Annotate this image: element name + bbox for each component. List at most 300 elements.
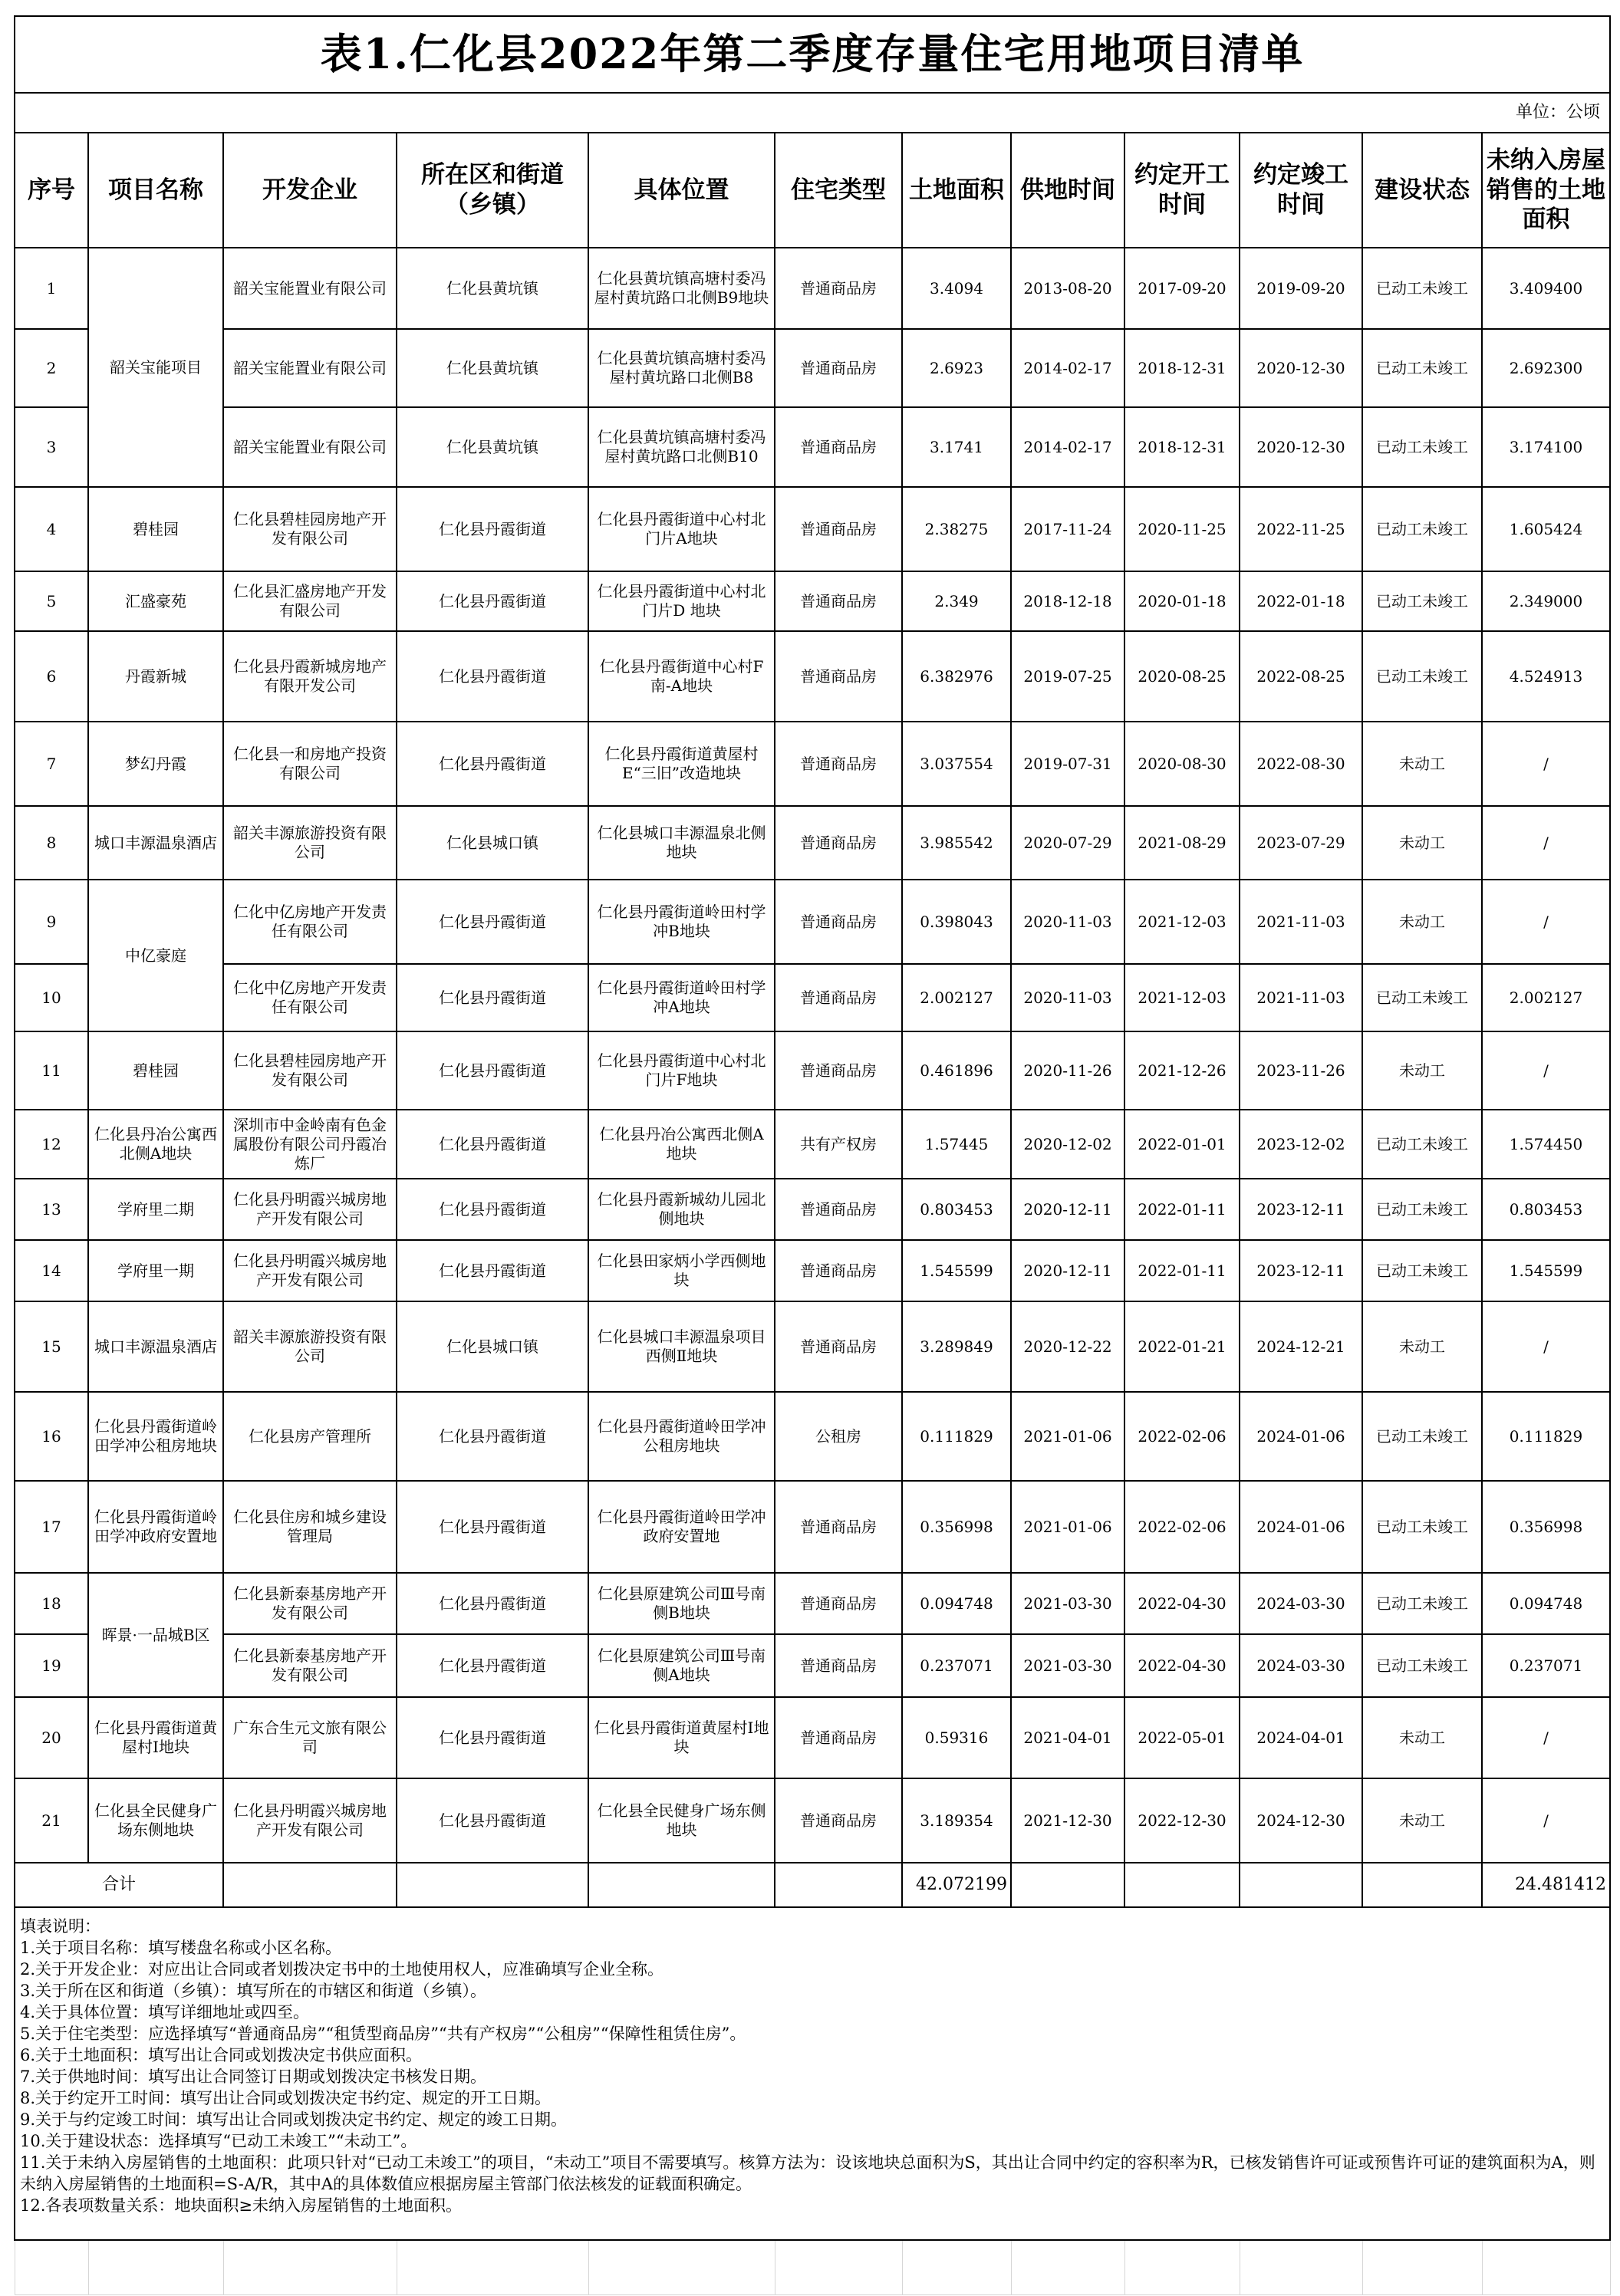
cell-district: 仁化县丹霞街道 <box>397 571 588 631</box>
note-line: 填表说明： <box>20 1917 100 1936</box>
cell-start: 2020-11-25 <box>1124 487 1240 571</box>
empty-grid-cell <box>588 2240 775 2295</box>
cell-supply: 2021-03-30 <box>1011 1634 1124 1697</box>
cell-unsold: / <box>1482 880 1610 964</box>
cell-no: 12 <box>15 1110 88 1179</box>
cell-unsold: 2.692300 <box>1482 329 1610 407</box>
cell-area: 0.111829 <box>902 1392 1011 1481</box>
cell-no: 16 <box>15 1392 88 1481</box>
cell-type: 普通商品房 <box>775 1778 902 1863</box>
cell-finish: 2024-03-30 <box>1240 1573 1362 1634</box>
empty-grid-cell <box>1482 2240 1610 2295</box>
empty-cell <box>223 1863 397 1907</box>
cell-project: 城口丰源温泉酒店 <box>88 806 223 880</box>
cell-no: 21 <box>15 1778 88 1863</box>
empty-grid-cell <box>397 2240 588 2295</box>
cell-no: 3 <box>15 407 88 487</box>
table-row <box>15 1634 1610 1697</box>
cell-supply: 2020-07-29 <box>1011 806 1124 880</box>
cell-start: 2022-02-06 <box>1124 1392 1240 1481</box>
cell-unsold: 2.002127 <box>1482 964 1610 1031</box>
cell-type: 普通商品房 <box>775 1031 902 1110</box>
total-unsold: 24.481412 <box>1482 1863 1610 1907</box>
cell-status: 已动工未竣工 <box>1362 1634 1482 1697</box>
cell-area: 0.803453 <box>902 1179 1011 1240</box>
header-row <box>15 133 1610 248</box>
cell-company: 广东合生元文旅有限公司 <box>223 1697 397 1778</box>
cell-location: 仁化县丹霞街道岭田村学冲B地块 <box>588 880 775 964</box>
empty-grid-cell <box>15 2240 88 2295</box>
cell-start: 2022-01-01 <box>1124 1110 1240 1179</box>
table-row <box>15 880 1610 964</box>
empty-grid-cell <box>88 2240 223 2295</box>
cell-status: 已动工未竣工 <box>1362 329 1482 407</box>
cell-type: 普通商品房 <box>775 1573 902 1634</box>
cell-project: 碧桂园 <box>88 487 223 571</box>
cell-type: 普通商品房 <box>775 806 902 880</box>
cell-supply: 2020-12-11 <box>1011 1179 1124 1240</box>
cell-no: 17 <box>15 1481 88 1573</box>
cell-type: 公租房 <box>775 1392 902 1481</box>
note-line: 6.关于土地面积：填写出让合同或划拨决定书供应面积。 <box>20 2046 423 2064</box>
cell-status: 已动工未竣工 <box>1362 1481 1482 1573</box>
cell-type: 普通商品房 <box>775 631 902 722</box>
empty-grid-cell <box>1362 2240 1482 2295</box>
cell-finish: 2020-12-30 <box>1240 407 1362 487</box>
cell-supply: 2019-07-25 <box>1011 631 1124 722</box>
cell-location: 仁化县丹霞街道中心村北门片D 地块 <box>588 571 775 631</box>
cell-location: 仁化县原建筑公司Ⅲ号南侧A地块 <box>588 1634 775 1697</box>
cell-area: 0.237071 <box>902 1634 1011 1697</box>
empty-cell <box>1011 1863 1124 1907</box>
cell-type: 普通商品房 <box>775 1697 902 1778</box>
cell-supply: 2020-12-11 <box>1011 1240 1124 1301</box>
cell-finish: 2023-12-11 <box>1240 1240 1362 1301</box>
cell-company: 韶关宝能置业有限公司 <box>223 407 397 487</box>
cell-company: 仁化县丹明霞兴城房地产开发有限公司 <box>223 1240 397 1301</box>
header-finish: 约定竣工时间 <box>1240 133 1362 248</box>
table-row <box>15 806 1610 880</box>
table-row <box>15 1110 1610 1179</box>
table-row <box>15 248 1610 329</box>
cell-area: 3.985542 <box>902 806 1011 880</box>
cell-start: 2021-08-29 <box>1124 806 1240 880</box>
cell-start: 2022-04-30 <box>1124 1573 1240 1634</box>
cell-finish: 2024-01-06 <box>1240 1481 1362 1573</box>
cell-status: 已动工未竣工 <box>1362 1573 1482 1634</box>
cell-start: 2022-01-21 <box>1124 1301 1240 1392</box>
cell-type: 普通商品房 <box>775 722 902 806</box>
cell-district: 仁化县丹霞街道 <box>397 1634 588 1697</box>
cell-start: 2021-12-26 <box>1124 1031 1240 1110</box>
cell-district: 仁化县丹霞街道 <box>397 1240 588 1301</box>
cell-project: 学府里二期 <box>88 1179 223 1240</box>
table-row <box>15 407 1610 487</box>
empty-grid-cell <box>223 2240 397 2295</box>
cell-supply: 2021-04-01 <box>1011 1697 1124 1778</box>
cell-finish: 2022-01-18 <box>1240 571 1362 631</box>
cell-area: 6.382976 <box>902 631 1011 722</box>
cell-unsold: 0.237071 <box>1482 1634 1610 1697</box>
cell-no: 8 <box>15 806 88 880</box>
table-row <box>15 1240 1610 1301</box>
cell-district: 仁化县城口镇 <box>397 806 588 880</box>
cell-company: 仁化县碧桂园房地产开发有限公司 <box>223 1031 397 1110</box>
note-line: 10.关于建设状态：选择填写“已动工未竣工”“未动工”。 <box>20 2132 417 2150</box>
cell-start: 2020-01-18 <box>1124 571 1240 631</box>
cell-start: 2017-09-20 <box>1124 248 1240 329</box>
total-area: 42.072199 <box>902 1863 1011 1907</box>
note-line: 9.关于与约定竣工时间：填写出让合同或划拨决定书约定、规定的竣工日期。 <box>20 2110 568 2129</box>
cell-area: 2.349 <box>902 571 1011 631</box>
header-district: 所在区和街道（乡镇） <box>397 133 588 248</box>
cell-type: 普通商品房 <box>775 571 902 631</box>
cell-unsold: 1.605424 <box>1482 487 1610 571</box>
cell-status: 已动工未竣工 <box>1362 407 1482 487</box>
cell-location: 仁化县丹霞街道中心村北门片A地块 <box>588 487 775 571</box>
cell-area: 1.545599 <box>902 1240 1011 1301</box>
cell-no: 1 <box>15 248 88 329</box>
cell-type: 共有产权房 <box>775 1110 902 1179</box>
cell-unsold: 3.174100 <box>1482 407 1610 487</box>
cell-supply: 2017-11-24 <box>1011 487 1124 571</box>
cell-unsold: 0.803453 <box>1482 1179 1610 1240</box>
cell-no: 4 <box>15 487 88 571</box>
cell-no: 11 <box>15 1031 88 1110</box>
cell-supply: 2021-01-06 <box>1011 1481 1124 1573</box>
cell-supply: 2020-12-22 <box>1011 1301 1124 1392</box>
table-title: 表1.仁化县2022年第二季度存量住宅用地项目清单 <box>15 16 1610 93</box>
table-row <box>15 1392 1610 1481</box>
cell-area: 0.461896 <box>902 1031 1011 1110</box>
cell-type: 普通商品房 <box>775 329 902 407</box>
cell-type: 普通商品房 <box>775 1481 902 1573</box>
note-line: 3.关于所在区和街道（乡镇）：填写所在的市辖区和街道（乡镇）。 <box>20 1982 487 2000</box>
cell-unsold: 1.574450 <box>1482 1110 1610 1179</box>
table-row <box>15 1031 1610 1110</box>
note-line: 8.关于约定开工时间：填写出让合同或划拨决定书约定、规定的开工日期。 <box>20 2089 552 2107</box>
cell-supply: 2013-08-20 <box>1011 248 1124 329</box>
table-row <box>15 487 1610 571</box>
cell-company: 仁化县一和房地产投资有限公司 <box>223 722 397 806</box>
cell-project: 城口丰源温泉酒店 <box>88 1301 223 1392</box>
cell-type: 普通商品房 <box>775 407 902 487</box>
cell-no: 19 <box>15 1634 88 1697</box>
note-line: 7.关于供地时间：填写出让合同签订日期或划拨决定书核发日期。 <box>20 2067 487 2086</box>
cell-area: 0.59316 <box>902 1697 1011 1778</box>
cell-location: 仁化县丹冶公寓西北侧A地块 <box>588 1110 775 1179</box>
cell-status: 已动工未竣工 <box>1362 631 1482 722</box>
cell-start: 2018-12-31 <box>1124 329 1240 407</box>
cell-district: 仁化县黄坑镇 <box>397 248 588 329</box>
cell-supply: 2020-11-03 <box>1011 964 1124 1031</box>
cell-no: 9 <box>15 880 88 964</box>
cell-area: 3.037554 <box>902 722 1011 806</box>
cell-project: 韶关宝能项目 <box>88 248 223 487</box>
cell-unsold: 0.111829 <box>1482 1392 1610 1481</box>
cell-unsold: 1.545599 <box>1482 1240 1610 1301</box>
cell-supply: 2020-11-26 <box>1011 1031 1124 1110</box>
cell-start: 2022-01-11 <box>1124 1240 1240 1301</box>
header-no: 序号 <box>15 133 88 248</box>
cell-area: 2.6923 <box>902 329 1011 407</box>
cell-no: 7 <box>15 722 88 806</box>
note-line: 1.关于项目名称：填写楼盘名称或小区名称。 <box>20 1939 342 1957</box>
cell-no: 15 <box>15 1301 88 1392</box>
empty-cell <box>588 1863 775 1907</box>
cell-unsold: 4.524913 <box>1482 631 1610 722</box>
empty-grid-cell <box>775 2240 902 2295</box>
table-row <box>15 1481 1610 1573</box>
cell-status: 未动工 <box>1362 1301 1482 1392</box>
empty-cell <box>397 1863 588 1907</box>
note-line: 2.关于开发企业：对应出让合同或者划拨决定书中的土地使用权人，应准确填写企业全称。 <box>20 1960 664 1979</box>
cell-start: 2022-01-11 <box>1124 1179 1240 1240</box>
cell-start: 2022-12-30 <box>1124 1778 1240 1863</box>
cell-project: 梦幻丹霞 <box>88 722 223 806</box>
cell-district: 仁化县丹霞街道 <box>397 880 588 964</box>
cell-project: 仁化县丹冶公寓西北侧A地块 <box>88 1110 223 1179</box>
empty-grid-cell <box>1011 2240 1124 2295</box>
header-start: 约定开工时间 <box>1124 133 1240 248</box>
total-label: 合计 <box>15 1863 223 1907</box>
note-line: 11.关于未纳入房屋销售的土地面积：此项只针对“已动工未竣工”的项目，“未动工”项目不需要填写。核算方法为：设该地块总面积为S，其出让合同中约定的容积率为R，已核发销售许可证或预售许可证的建筑面积为A，则未纳入房屋销售的土地面积=S-A/R，其中A的具体数值应根据房屋主管部门依法核发的证载面积确定。 <box>20 2153 1595 2193</box>
cell-no: 2 <box>15 329 88 407</box>
cell-finish: 2024-03-30 <box>1240 1634 1362 1697</box>
cell-project: 仁化县丹霞街道岭田学冲公租房地块 <box>88 1392 223 1481</box>
cell-project: 晖景·一品城B区 <box>88 1573 223 1697</box>
cell-start: 2022-04-30 <box>1124 1634 1240 1697</box>
cell-finish: 2023-07-29 <box>1240 806 1362 880</box>
cell-district: 仁化县丹霞街道 <box>397 1697 588 1778</box>
empty-cell <box>1124 1863 1240 1907</box>
cell-finish: 2023-12-02 <box>1240 1110 1362 1179</box>
cell-unsold: / <box>1482 1697 1610 1778</box>
cell-status: 已动工未竣工 <box>1362 1110 1482 1179</box>
cell-company: 仁化中亿房地产开发责任有限公司 <box>223 964 397 1031</box>
cell-company: 仁化县汇盛房地产开发有限公司 <box>223 571 397 631</box>
empty-cell <box>775 1863 902 1907</box>
cell-company: 仁化县新泰基房地产开发有限公司 <box>223 1634 397 1697</box>
cell-no: 5 <box>15 571 88 631</box>
cell-unsold: / <box>1482 1301 1610 1392</box>
cell-status: 已动工未竣工 <box>1362 248 1482 329</box>
cell-status: 未动工 <box>1362 880 1482 964</box>
cell-area: 2.002127 <box>902 964 1011 1031</box>
cell-status: 已动工未竣工 <box>1362 571 1482 631</box>
cell-area: 1.57445 <box>902 1110 1011 1179</box>
cell-location: 仁化县城口丰源温泉北侧地块 <box>588 806 775 880</box>
cell-no: 13 <box>15 1179 88 1240</box>
header-project: 项目名称 <box>88 133 223 248</box>
cell-project: 学府里一期 <box>88 1240 223 1301</box>
cell-district: 仁化县丹霞街道 <box>397 1110 588 1179</box>
cell-no: 6 <box>15 631 88 722</box>
cell-company: 韶关宝能置业有限公司 <box>223 329 397 407</box>
cell-district: 仁化县丹霞街道 <box>397 1179 588 1240</box>
note-line: 12.各表项数量关系：地块面积≥未纳入房屋销售的土地面积。 <box>20 2196 462 2215</box>
cell-supply: 2020-11-03 <box>1011 880 1124 964</box>
cell-unsold: / <box>1482 1031 1610 1110</box>
empty-grid-cell <box>902 2240 1011 2295</box>
cell-area: 0.094748 <box>902 1573 1011 1634</box>
cell-company: 仁化县丹霞新城房地产有限开发公司 <box>223 631 397 722</box>
cell-location: 仁化县黄坑镇高塘村委冯屋村黄坑路口北侧B8 <box>588 329 775 407</box>
cell-area: 0.356998 <box>902 1481 1011 1573</box>
cell-start: 2018-12-31 <box>1124 407 1240 487</box>
note-line: 4.关于具体位置：填写详细地址或四至。 <box>20 2003 310 2021</box>
empty-grid-cell <box>1124 2240 1240 2295</box>
cell-unsold: / <box>1482 1778 1610 1863</box>
cell-project: 碧桂园 <box>88 1031 223 1110</box>
cell-status: 已动工未竣工 <box>1362 1240 1482 1301</box>
cell-project: 仁化县全民健身广场东侧地块 <box>88 1778 223 1863</box>
cell-company: 仁化县住房和城乡建设管理局 <box>223 1481 397 1573</box>
notes-block <box>15 1907 1610 2240</box>
table-row <box>15 1573 1610 1634</box>
cell-company: 仁化县新泰基房地产开发有限公司 <box>223 1573 397 1634</box>
cell-location: 仁化县丹霞街道黄屋村Ⅰ地块 <box>588 1697 775 1778</box>
cell-project: 仁化县丹霞街道岭田学冲政府安置地 <box>88 1481 223 1573</box>
cell-finish: 2023-12-11 <box>1240 1179 1362 1240</box>
cell-project: 仁化县丹霞街道黄屋村Ⅰ地块 <box>88 1697 223 1778</box>
cell-district: 仁化县丹霞街道 <box>397 1481 588 1573</box>
cell-supply: 2014-02-17 <box>1011 407 1124 487</box>
cell-district: 仁化县丹霞街道 <box>397 1778 588 1863</box>
cell-unsold: / <box>1482 806 1610 880</box>
cell-location: 仁化县黄坑镇高塘村委冯屋村黄坑路口北侧B9地块 <box>588 248 775 329</box>
cell-status: 已动工未竣工 <box>1362 1392 1482 1481</box>
header-location: 具体位置 <box>588 133 775 248</box>
cell-finish: 2021-11-03 <box>1240 880 1362 964</box>
cell-location: 仁化县丹霞街道岭田学冲政府安置地 <box>588 1481 775 1573</box>
table-row <box>15 1778 1610 1863</box>
cell-supply: 2021-03-30 <box>1011 1573 1124 1634</box>
cell-status: 未动工 <box>1362 806 1482 880</box>
cell-start: 2021-12-03 <box>1124 964 1240 1031</box>
cell-district: 仁化县黄坑镇 <box>397 329 588 407</box>
cell-company: 韶关宝能置业有限公司 <box>223 248 397 329</box>
cell-district: 仁化县丹霞街道 <box>397 1573 588 1634</box>
cell-type: 普通商品房 <box>775 1301 902 1392</box>
table-row <box>15 722 1610 806</box>
note-line: 5.关于住宅类型：应选择填写“普通商品房”“租赁型商品房”“共有产权房”“公租房”“保障性租赁住房”。 <box>20 2025 746 2043</box>
cell-start: 2020-08-30 <box>1124 722 1240 806</box>
cell-type: 普通商品房 <box>775 1179 902 1240</box>
cell-location: 仁化县原建筑公司Ⅲ号南侧B地块 <box>588 1573 775 1634</box>
cell-status: 未动工 <box>1362 1778 1482 1863</box>
cell-finish: 2022-08-30 <box>1240 722 1362 806</box>
cell-supply: 2021-12-30 <box>1011 1778 1124 1863</box>
cell-company: 深圳市中金岭南有色金属股份有限公司丹霞冶炼厂 <box>223 1110 397 1179</box>
cell-status: 未动工 <box>1362 722 1482 806</box>
cell-area: 3.4094 <box>902 248 1011 329</box>
cell-type: 普通商品房 <box>775 1240 902 1301</box>
cell-district: 仁化县丹霞街道 <box>397 1031 588 1110</box>
table-row <box>15 964 1610 1031</box>
cell-company: 仁化县房产管理所 <box>223 1392 397 1481</box>
cell-location: 仁化县丹霞街道岭田村学冲A地块 <box>588 964 775 1031</box>
empty-grid-cell <box>1240 2240 1362 2295</box>
cell-location: 仁化县丹霞街道岭田学冲公租房地块 <box>588 1392 775 1481</box>
cell-supply: 2014-02-17 <box>1011 329 1124 407</box>
cell-company: 韶关丰源旅游投资有限公司 <box>223 1301 397 1392</box>
cell-location: 仁化县城口丰源温泉项目西侧Ⅱ地块 <box>588 1301 775 1392</box>
cell-district: 仁化县丹霞街道 <box>397 487 588 571</box>
cell-status: 未动工 <box>1362 1031 1482 1110</box>
cell-finish: 2024-12-30 <box>1240 1778 1362 1863</box>
cell-area: 2.38275 <box>902 487 1011 571</box>
cell-start: 2022-02-06 <box>1124 1481 1240 1573</box>
empty-cell <box>1240 1863 1362 1907</box>
spreadsheet <box>14 15 1609 2295</box>
table-row <box>15 631 1610 722</box>
cell-area: 0.398043 <box>902 880 1011 964</box>
cell-company: 仁化县丹明霞兴城房地产开发有限公司 <box>223 1778 397 1863</box>
cell-unsold: 2.349000 <box>1482 571 1610 631</box>
cell-type: 普通商品房 <box>775 1634 902 1697</box>
cell-type: 普通商品房 <box>775 880 902 964</box>
cell-finish: 2020-12-30 <box>1240 329 1362 407</box>
cell-status: 未动工 <box>1362 1697 1482 1778</box>
cell-unsold: 0.356998 <box>1482 1481 1610 1573</box>
cell-type: 普通商品房 <box>775 487 902 571</box>
cell-finish: 2024-01-06 <box>1240 1392 1362 1481</box>
header-company: 开发企业 <box>223 133 397 248</box>
cell-project: 汇盛豪苑 <box>88 571 223 631</box>
cell-district: 仁化县黄坑镇 <box>397 407 588 487</box>
cell-project: 丹霞新城 <box>88 631 223 722</box>
cell-district: 仁化县丹霞街道 <box>397 631 588 722</box>
cell-district: 仁化县丹霞街道 <box>397 722 588 806</box>
cell-location: 仁化县丹霞街道中心村F南-A地块 <box>588 631 775 722</box>
cell-start: 2021-12-03 <box>1124 880 1240 964</box>
cell-location: 仁化县丹霞新城幼儿园北侧地块 <box>588 1179 775 1240</box>
header-unsold: 未纳入房屋销售的土地面积 <box>1482 133 1610 248</box>
cell-area: 3.189354 <box>902 1778 1011 1863</box>
cell-type: 普通商品房 <box>775 248 902 329</box>
cell-location: 仁化县丹霞街道中心村北门片F地块 <box>588 1031 775 1110</box>
cell-company: 仁化县丹明霞兴城房地产开发有限公司 <box>223 1179 397 1240</box>
cell-supply: 2021-01-06 <box>1011 1392 1124 1481</box>
header-supply: 供地时间 <box>1011 133 1124 248</box>
cell-start: 2020-08-25 <box>1124 631 1240 722</box>
cell-status: 已动工未竣工 <box>1362 964 1482 1031</box>
cell-location: 仁化县田家炳小学西侧地块 <box>588 1240 775 1301</box>
empty-cell <box>1362 1863 1482 1907</box>
table-row <box>15 1179 1610 1240</box>
cell-company: 韶关丰源旅游投资有限公司 <box>223 806 397 880</box>
table-row <box>15 1697 1610 1778</box>
cell-unsold: 0.094748 <box>1482 1573 1610 1634</box>
land-table <box>14 15 1611 2295</box>
cell-type: 普通商品房 <box>775 964 902 1031</box>
total-row <box>15 1863 1610 1907</box>
cell-no: 10 <box>15 964 88 1031</box>
table-row <box>15 329 1610 407</box>
cell-no: 18 <box>15 1573 88 1634</box>
cell-finish: 2022-08-25 <box>1240 631 1362 722</box>
cell-area: 3.289849 <box>902 1301 1011 1392</box>
table-row <box>15 1301 1610 1392</box>
cell-company: 仁化县碧桂园房地产开发有限公司 <box>223 487 397 571</box>
cell-location: 仁化县全民健身广场东侧地块 <box>588 1778 775 1863</box>
cell-district: 仁化县丹霞街道 <box>397 1392 588 1481</box>
cell-finish: 2019-09-20 <box>1240 248 1362 329</box>
cell-unsold: / <box>1482 722 1610 806</box>
cell-status: 已动工未竣工 <box>1362 1179 1482 1240</box>
cell-supply: 2020-12-02 <box>1011 1110 1124 1179</box>
